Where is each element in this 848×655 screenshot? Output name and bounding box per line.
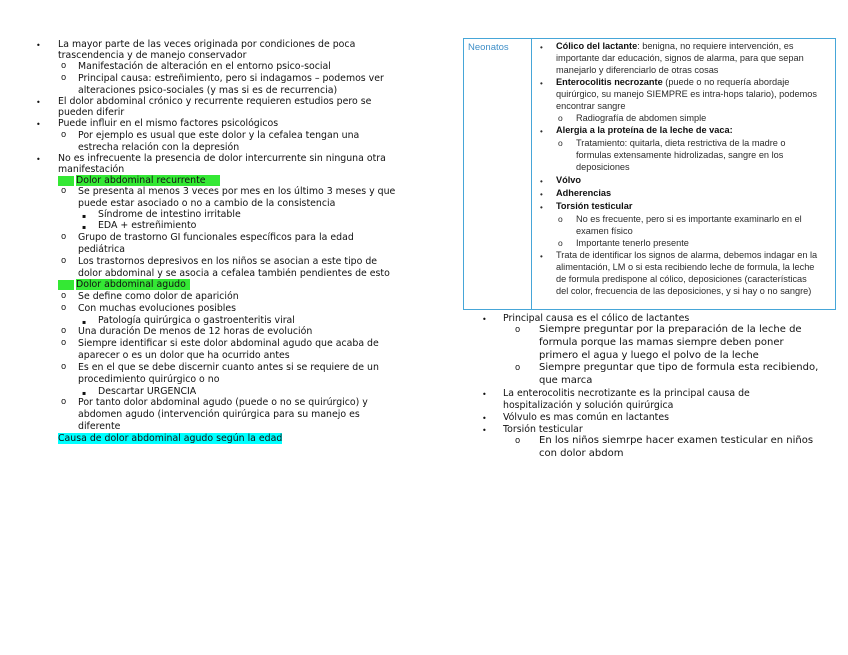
bullet-disc: • bbox=[36, 41, 41, 50]
bullet-circle: o bbox=[61, 291, 67, 301]
bullet-circle: o bbox=[515, 325, 521, 335]
table-line: Adherencias bbox=[556, 188, 612, 198]
note-line: No es infrecuente la presencia de dolor intercurrente sin ninguna otra bbox=[58, 153, 386, 164]
note-line: En los niños siemrpe hacer examen testicular en niños bbox=[539, 435, 814, 446]
note-line: EDA + estreñimiento bbox=[98, 220, 197, 231]
bullet-disc: • bbox=[36, 98, 41, 107]
bullet-disc: • bbox=[540, 127, 543, 136]
note-line: manifestación bbox=[58, 164, 125, 175]
bullet-circle: o bbox=[61, 338, 67, 348]
note-line: Por ejemplo es usual que este dolor y la cefalea tengan una bbox=[78, 130, 360, 141]
bullet-disc: • bbox=[540, 190, 543, 199]
note-line: Por tanto dolor abdominal agudo (puede o no se quirúrgico) y bbox=[78, 397, 368, 408]
bullet-circle: o bbox=[61, 61, 67, 71]
bullet-disc: • bbox=[36, 120, 41, 129]
note-line: estrecha relación con la depresión bbox=[78, 142, 240, 153]
note-line: Es en el que se debe discernir cuanto antes si se requiere de un bbox=[78, 362, 379, 373]
note-line: Siempre identificar si este dolor abdominal agudo que acaba de bbox=[78, 338, 379, 349]
note-line: Con muchas evoluciones posibles bbox=[78, 303, 237, 314]
bullet-circle: o bbox=[61, 73, 67, 83]
table-line: quirúrgico, su manejo SIEMPRE es intra-hops talario), podemos bbox=[556, 89, 817, 99]
table-header-neonatos: Neonatos bbox=[464, 39, 532, 310]
table-line: manejarlo y diferenciarlo de otras cosas bbox=[556, 65, 719, 75]
bullet-disc: • bbox=[540, 203, 543, 212]
bullet-circle: o bbox=[61, 186, 67, 196]
bullet-circle: o bbox=[558, 113, 563, 123]
note-line: diferente bbox=[78, 421, 121, 432]
bullet-circle: o bbox=[61, 362, 67, 372]
table-line: Torsión testicular bbox=[556, 201, 633, 211]
note-line: procedimiento quirúrgico o no bbox=[78, 374, 220, 385]
highlight-marker bbox=[58, 280, 74, 290]
note-line: Una duración De menos de 12 horas de evolución bbox=[78, 326, 313, 337]
note-line: puede estar asociado o no a cambio de la consistencia bbox=[78, 198, 336, 209]
note-line: Patología quirúrgica o gastroenteritis viral bbox=[98, 315, 295, 326]
note-line: alteraciones psico-sociales (y mas si es de recurrencia) bbox=[78, 85, 338, 96]
bullet-disc: • bbox=[540, 43, 543, 52]
note-line: Puede influir en el mismo factores psicológicos bbox=[58, 118, 279, 129]
table-line: encontrar sangre bbox=[556, 101, 626, 111]
note-line: Se define como dolor de aparición bbox=[78, 291, 239, 302]
table-line: Tratamiento: quitarla, dieta restrictiva de la madre o bbox=[576, 138, 786, 148]
table-line: examen físico bbox=[576, 226, 633, 236]
section-heading-causa: Causa de dolor abdominal agudo según la edad bbox=[58, 433, 283, 444]
bullet-circle: o bbox=[61, 303, 67, 313]
note-line: pediátrica bbox=[78, 244, 126, 255]
bullet-disc: • bbox=[36, 155, 41, 164]
bullet-circle: o bbox=[558, 238, 563, 248]
note-line: Principal causa es el cólico de lactantes bbox=[503, 313, 690, 324]
note-line: Siempre preguntar por la preparación de la leche de bbox=[539, 324, 802, 335]
note-line: El dolor abdominal crónico y recurrente requieren estudios pero se bbox=[58, 96, 372, 107]
note-line: aparecer o es un dolor que ha ocurrido antes bbox=[78, 350, 290, 361]
section-heading-recurrente: Dolor abdominal recurrente bbox=[76, 175, 220, 186]
table-line: Cólico del lactante: benigna, no requiere intervención, es bbox=[556, 41, 794, 51]
bullet-square: ▪ bbox=[82, 319, 87, 326]
note-line: Grupo de trastorno GI funcionales específicos para la edad bbox=[78, 232, 354, 243]
table-line: deposiciones bbox=[576, 162, 630, 172]
bullet-circle: o bbox=[61, 232, 67, 242]
section-heading-agudo: Dolor abdominal agudo bbox=[76, 279, 190, 290]
note-line: Los trastornos depresivos en los niños se asocian a este tipo de bbox=[78, 256, 378, 267]
table-line: Vólvo bbox=[556, 175, 582, 185]
note-line: La mayor parte de las veces originada por condiciones de poca bbox=[58, 39, 356, 50]
table-line: importante dar educación, signos de alarma, para que sepan bbox=[556, 53, 804, 63]
bullet-circle: o bbox=[515, 363, 521, 373]
table-line: Trata de identificar los signos de alarma, debemos indagar en la bbox=[556, 250, 818, 260]
bullet-disc: • bbox=[540, 177, 543, 186]
note-line: dolor abdominal y se asocia a cefalea también pendientes de esto bbox=[78, 268, 390, 279]
table-line: alimentación, LM o si esta recibiendo leche de formula, la leche bbox=[556, 262, 815, 272]
bullet-square: ▪ bbox=[82, 224, 87, 231]
table-line: de formula predispone al cólico, deposiciones (características bbox=[556, 274, 807, 284]
note-line: primero el agua y luego el polvo de la leche bbox=[539, 350, 759, 361]
bullet-circle: o bbox=[61, 130, 67, 140]
table-line: Importante tenerlo presente bbox=[576, 238, 689, 248]
bullet-square: ▪ bbox=[82, 213, 87, 220]
note-line: La enterocolitis necrotizante es la principal causa de bbox=[503, 388, 750, 399]
bullet-square: ▪ bbox=[82, 390, 87, 397]
note-line: formula porque las mamas siempre deben poner bbox=[539, 337, 784, 348]
note-line: Principal causa: estreñimiento, pero si indagamos – podemos ver bbox=[78, 73, 384, 84]
table-line: del color, frecuencia de las deposiciones, y si hay o no sangre) bbox=[556, 286, 812, 296]
bullet-circle: o bbox=[558, 214, 563, 224]
bullet-disc: • bbox=[540, 252, 543, 261]
note-line: Síndrome de intestino irritable bbox=[98, 209, 241, 220]
table-line: Radiografía de abdomen simple bbox=[576, 113, 707, 123]
note-line: Manifestación de alteración en el entorno psico-social bbox=[78, 61, 331, 72]
note-line: Vólvulo es mas común en lactantes bbox=[503, 412, 669, 423]
bullet-disc: • bbox=[540, 79, 543, 88]
bullet-disc: • bbox=[482, 390, 487, 399]
bullet-disc: • bbox=[482, 315, 487, 324]
note-line: pueden diferir bbox=[58, 107, 125, 118]
table-cell-content bbox=[532, 39, 836, 310]
bullet-disc: • bbox=[482, 426, 487, 435]
bullet-circle: o bbox=[515, 436, 521, 446]
bullet-disc: • bbox=[482, 414, 487, 423]
note-line: abdomen agudo (intervención quirúrgica para su manejo es bbox=[78, 409, 360, 420]
note-line: que marca bbox=[539, 375, 593, 386]
highlight-marker bbox=[58, 176, 74, 186]
neonatos-table bbox=[463, 38, 836, 310]
note-line: hospitalización y solución quirúrgica bbox=[503, 400, 674, 411]
note-line: Descartar URGENCIA bbox=[98, 386, 197, 397]
bullet-circle: o bbox=[558, 138, 563, 148]
bullet-circle: o bbox=[61, 256, 67, 266]
table-line: Enterocolitis necrozante (puede o no requería abordaje bbox=[556, 77, 790, 87]
bullet-circle: o bbox=[61, 326, 67, 336]
note-line: con dolor abdom bbox=[539, 448, 624, 459]
table-line: No es frecuente, pero si es importante examinarlo en el bbox=[576, 214, 802, 224]
table-line: formulas extensamente hidrolizadas, sangre en los bbox=[576, 150, 784, 160]
note-line: Torsión testicular bbox=[503, 424, 583, 435]
table-line: Alergia a la proteína de la leche de vaca: bbox=[556, 125, 733, 135]
bullet-circle: o bbox=[61, 397, 67, 407]
note-line: trascendencia y de manejo conservador bbox=[58, 50, 247, 61]
note-line: Siempre preguntar que tipo de formula esta recibiendo, bbox=[539, 362, 819, 373]
note-line: Se presenta al menos 3 veces por mes en los último 3 meses y que bbox=[78, 186, 396, 197]
